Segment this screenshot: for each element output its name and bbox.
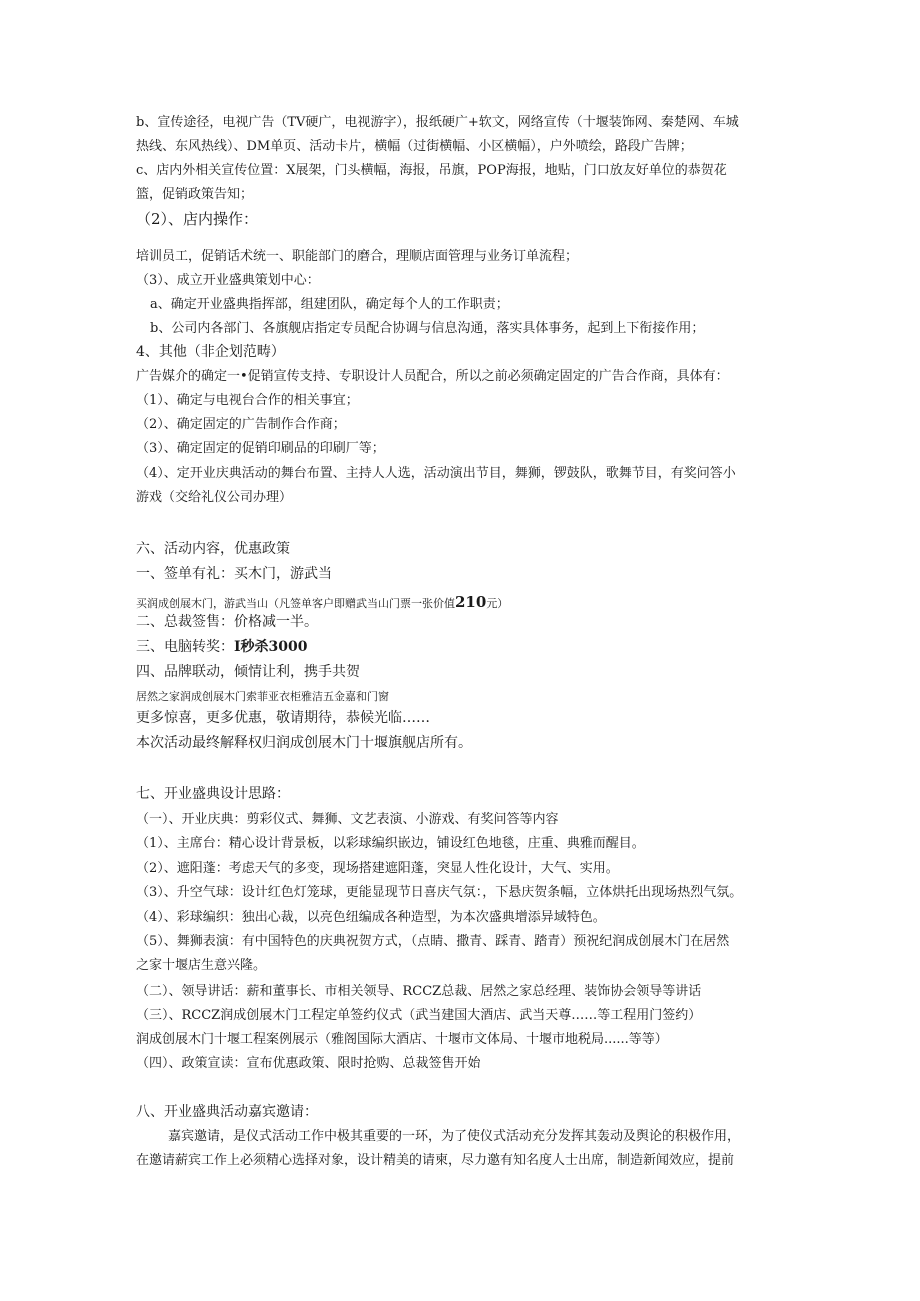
- text-line: （5）、舞狮表演：有中国特色的庆典祝贺方式，（点睛、撒青、踩青、踏青）预祝纪润成创展木门在居然: [136, 934, 730, 949]
- text-line: （3）、成立开业盛典策划中心：: [136, 273, 320, 288]
- text-line: （1）、主席台：精心设计背景板，以彩球编织嵌边，铺设红色地毯，庄重、典雅而醒目。: [136, 836, 645, 851]
- text-line: 一、签单有礼：买木门，游武当: [136, 566, 332, 582]
- text-line: （4）、彩球编织：独出心裁，以亮色纽编成各种造型，为本次盛典增添异域特色。: [136, 910, 606, 925]
- text-line: 二、总裁签售：价格减一半。: [136, 614, 318, 630]
- text-line: （四）、政策宣读：宣布优惠政策、限时抢购、总裁签售开始: [136, 1056, 481, 1071]
- text-line: 游戏（交给礼仪公司办理）: [136, 490, 293, 505]
- text-line: b、宣传途径，电视广告（TV硬广，电视游字），报纸硬广+软文，网络宣传（十堰装饰网、秦楚网、车城: [136, 115, 739, 130]
- text-line: 本次活动最终解释权归润成创展木门十堰旗舰店所有。: [136, 735, 472, 751]
- text-line: 买润成创展木门，游武当山（凡签单客户即赠武当山门票一张价值210元）: [136, 593, 509, 611]
- text-line: （4）、定开业庆典活动的舞台布置、主持人人选，活动演出节目，舞狮，锣鼓队，歌舞节目，有奖问答小: [136, 466, 736, 481]
- text-line: 广告媒介的确定一•促销宣传支持、专职设计人员配合，所以之前必须确定固定的广告合作商，具体有：: [136, 369, 729, 384]
- text-line: 热线、东风热线）、DM单页、活动卡片，横幅（过街横幅、小区横幅），户外喷绘，路段广告牌；: [136, 139, 693, 154]
- text-line: （1）、确定与电视台合作的相关事宜；: [136, 393, 359, 408]
- text-line: b、公司内各部门、各旗舰店指定专员配合协调与信息沟通，落实具体事务，起到上下衔接作用；: [150, 321, 705, 336]
- text-line: 之家十堰店生意兴隆。: [136, 958, 267, 973]
- text-line: （三）、RCCZ润成创展木门工程定单签约仪式（武当建国大酒店、武当天尊……等工程用门签约）: [136, 1008, 702, 1023]
- section-heading: 4、其他（非企划范畴）: [136, 344, 285, 360]
- text-line: 培训员工，促销话术统一、职能部门的磨合，理顺店面管理与业务订单流程；: [136, 249, 579, 264]
- text-line: （2）、遮阳蓬：考虑天气的多变，现场搭建遮阳蓬，突显人性化设计，大气、实用。: [136, 861, 619, 876]
- section-heading: 七、开业盛典设计思路：: [136, 786, 290, 802]
- section-heading: 八、开业盛典活动嘉宾邀请：: [136, 1104, 318, 1120]
- text-line: 居然之家润成创展木门索菲亚衣柜雅洁五金嘉和门窗: [136, 690, 389, 703]
- text-line: （3）、确定固定的促销印刷品的印刷厂等；: [136, 441, 385, 456]
- text-line: c、店内外相关宣传位置：X展架，门头横幅，海报，吊旗，POP海报，地贴，门口放友好单位的恭贺花: [136, 163, 727, 178]
- section-heading: 六、活动内容，优惠政策: [136, 541, 290, 557]
- text-line: （一）、开业庆典：剪彩仪式、舞狮、文艺表演、小游戏、有奖问答等内容: [136, 812, 559, 827]
- text-line: （3）、升空气球：设计红色灯笼球，更能显现节日喜庆气氛：，下悬庆贺条幅，立体烘托出现场热烈气氛。: [136, 885, 743, 900]
- text-line: 嘉宾邀请，是仪式活动工作中极其重要的一环，为了使仪式活动充分发挥其轰动及舆论的积极作用，: [168, 1129, 741, 1144]
- text-line: 润成创展木门十堰工程案例展示（雅阁国际大酒店、十堰市文体局、十堰市地税局......等等）: [136, 1032, 668, 1047]
- text-line: 篮，促销政策告知；: [136, 187, 254, 202]
- section-heading: （2）、店内操作：: [136, 210, 259, 228]
- text-line: （二）、领导讲话：薪和董事长、市相关领导、RCCZ总裁、居然之家总经理、装饰协会领导等讲话: [136, 984, 702, 999]
- text-line: a、确定开业盛典指挥部，组建团队，确定每个人的工作职责；: [150, 297, 509, 312]
- text-line: 在邀请薪宾工作上必须精心选择对象，设计精美的请柬，尽力邀有知名度人士出席，制造新闻效应，提前: [136, 1153, 735, 1168]
- text-line: 四、品牌联动，倾情让利，携手共贺: [136, 664, 360, 680]
- text-line: 三、电脑转奖：I秒杀3000: [136, 639, 308, 655]
- text-line: （2）、确定固定的广告制作合作商；: [136, 417, 346, 432]
- text-line: 更多惊喜，更多优惠，敬请期待，恭候光临……: [136, 710, 430, 726]
